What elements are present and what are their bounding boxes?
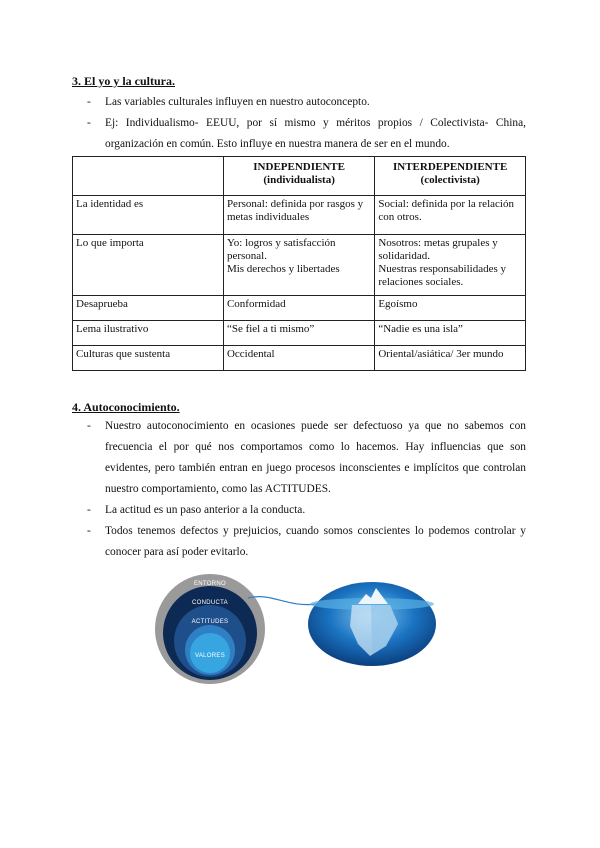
self-knowledge-diagram [152, 574, 442, 684]
row-label: Desaprueba [73, 296, 224, 321]
header-independiente-title: INDEPENDIENTE [253, 161, 345, 173]
header-interdependiente-subtitle: (colectivista) [420, 174, 480, 186]
header-independiente-subtitle: (individualista) [263, 174, 335, 186]
cell-independiente [223, 235, 374, 296]
table-header-row [73, 157, 526, 196]
cell-independiente: Conformidad [223, 296, 374, 321]
cell-independiente: Occidental [223, 346, 374, 371]
cell-line: Nosotros: metas grupales y solidaridad. [378, 237, 498, 262]
section-3-bullets [72, 92, 526, 155]
list-item: - Todos tenemos defectos y prejuicios, cuando somos conscientes lo podemos controlar y conocer para así poder evitarlo. [72, 521, 526, 563]
ring-label-valores: VALORES [195, 653, 225, 659]
cell-interdependiente: Social: definida por la relación con otros. [375, 196, 526, 235]
list-item: - Nuestro autoconocimiento en ocasiones puede ser defectuoso ya que no sabemos con frecuencia el por qué nos comportamos como lo hacemos. Hay influencias que son evidentes, pero también entran en juego procesos inconscientes e implícitos que controlan nuestro comportamiento, como las ACTITUDES. [72, 416, 526, 500]
list-item: - Ej: Individualismo- EEUU, por sí mismo y méritos propios / Colectivista- China, organización en común. Esto influye en nuestra manera de ser en el mundo. [72, 113, 526, 155]
ring-label-entorno: ENTORNO [194, 581, 226, 587]
list-item: - Las variables culturales influyen en nuestro autoconcepto. [72, 92, 526, 113]
cell-interdependiente: “Nadie es una isla” [375, 321, 526, 346]
header-independiente [223, 157, 374, 196]
cell-interdependiente: Oriental/asiática/ 3er mundo [375, 346, 526, 371]
table-row [73, 235, 526, 296]
ring-label-conducta: CONDUCTA [192, 600, 228, 606]
culture-comparison-table [72, 156, 526, 371]
table-row [73, 296, 526, 321]
cell-interdependiente [375, 235, 526, 296]
row-label: La identidad es [73, 196, 224, 235]
table-row [73, 196, 526, 235]
table-corner-cell [73, 157, 224, 196]
row-label: Lema ilustrativo [73, 321, 224, 346]
section-4-bullets [72, 416, 526, 563]
table-row [73, 346, 526, 371]
cell-interdependiente: Egoísmo [375, 296, 526, 321]
cell-independiente: “Se fiel a ti mismo” [223, 321, 374, 346]
ring-label-actitudes: ACTITUDES [191, 619, 229, 625]
section-4-heading: 4. Autoconocimiento. [72, 400, 180, 414]
cell-independiente: Personal: definida por rasgos y metas individuales [223, 196, 374, 235]
table-row [73, 321, 526, 346]
header-interdependiente-title: INTERDEPENDIENTE [393, 161, 508, 173]
row-label: Culturas que sustenta [73, 346, 224, 371]
row-label: Lo que importa [73, 235, 224, 296]
list-item: - La actitud es un paso anterior a la conducta. [72, 500, 526, 521]
cell-line: Mis derechos y libertades [226, 263, 340, 275]
cell-line: Yo: logros y satisfacción personal. [226, 237, 336, 262]
header-interdependiente [375, 157, 526, 196]
section-3-heading: 3. El yo y la cultura. [72, 74, 176, 88]
cell-line: Nuestras responsabilidades y relaciones sociales. [378, 263, 507, 288]
